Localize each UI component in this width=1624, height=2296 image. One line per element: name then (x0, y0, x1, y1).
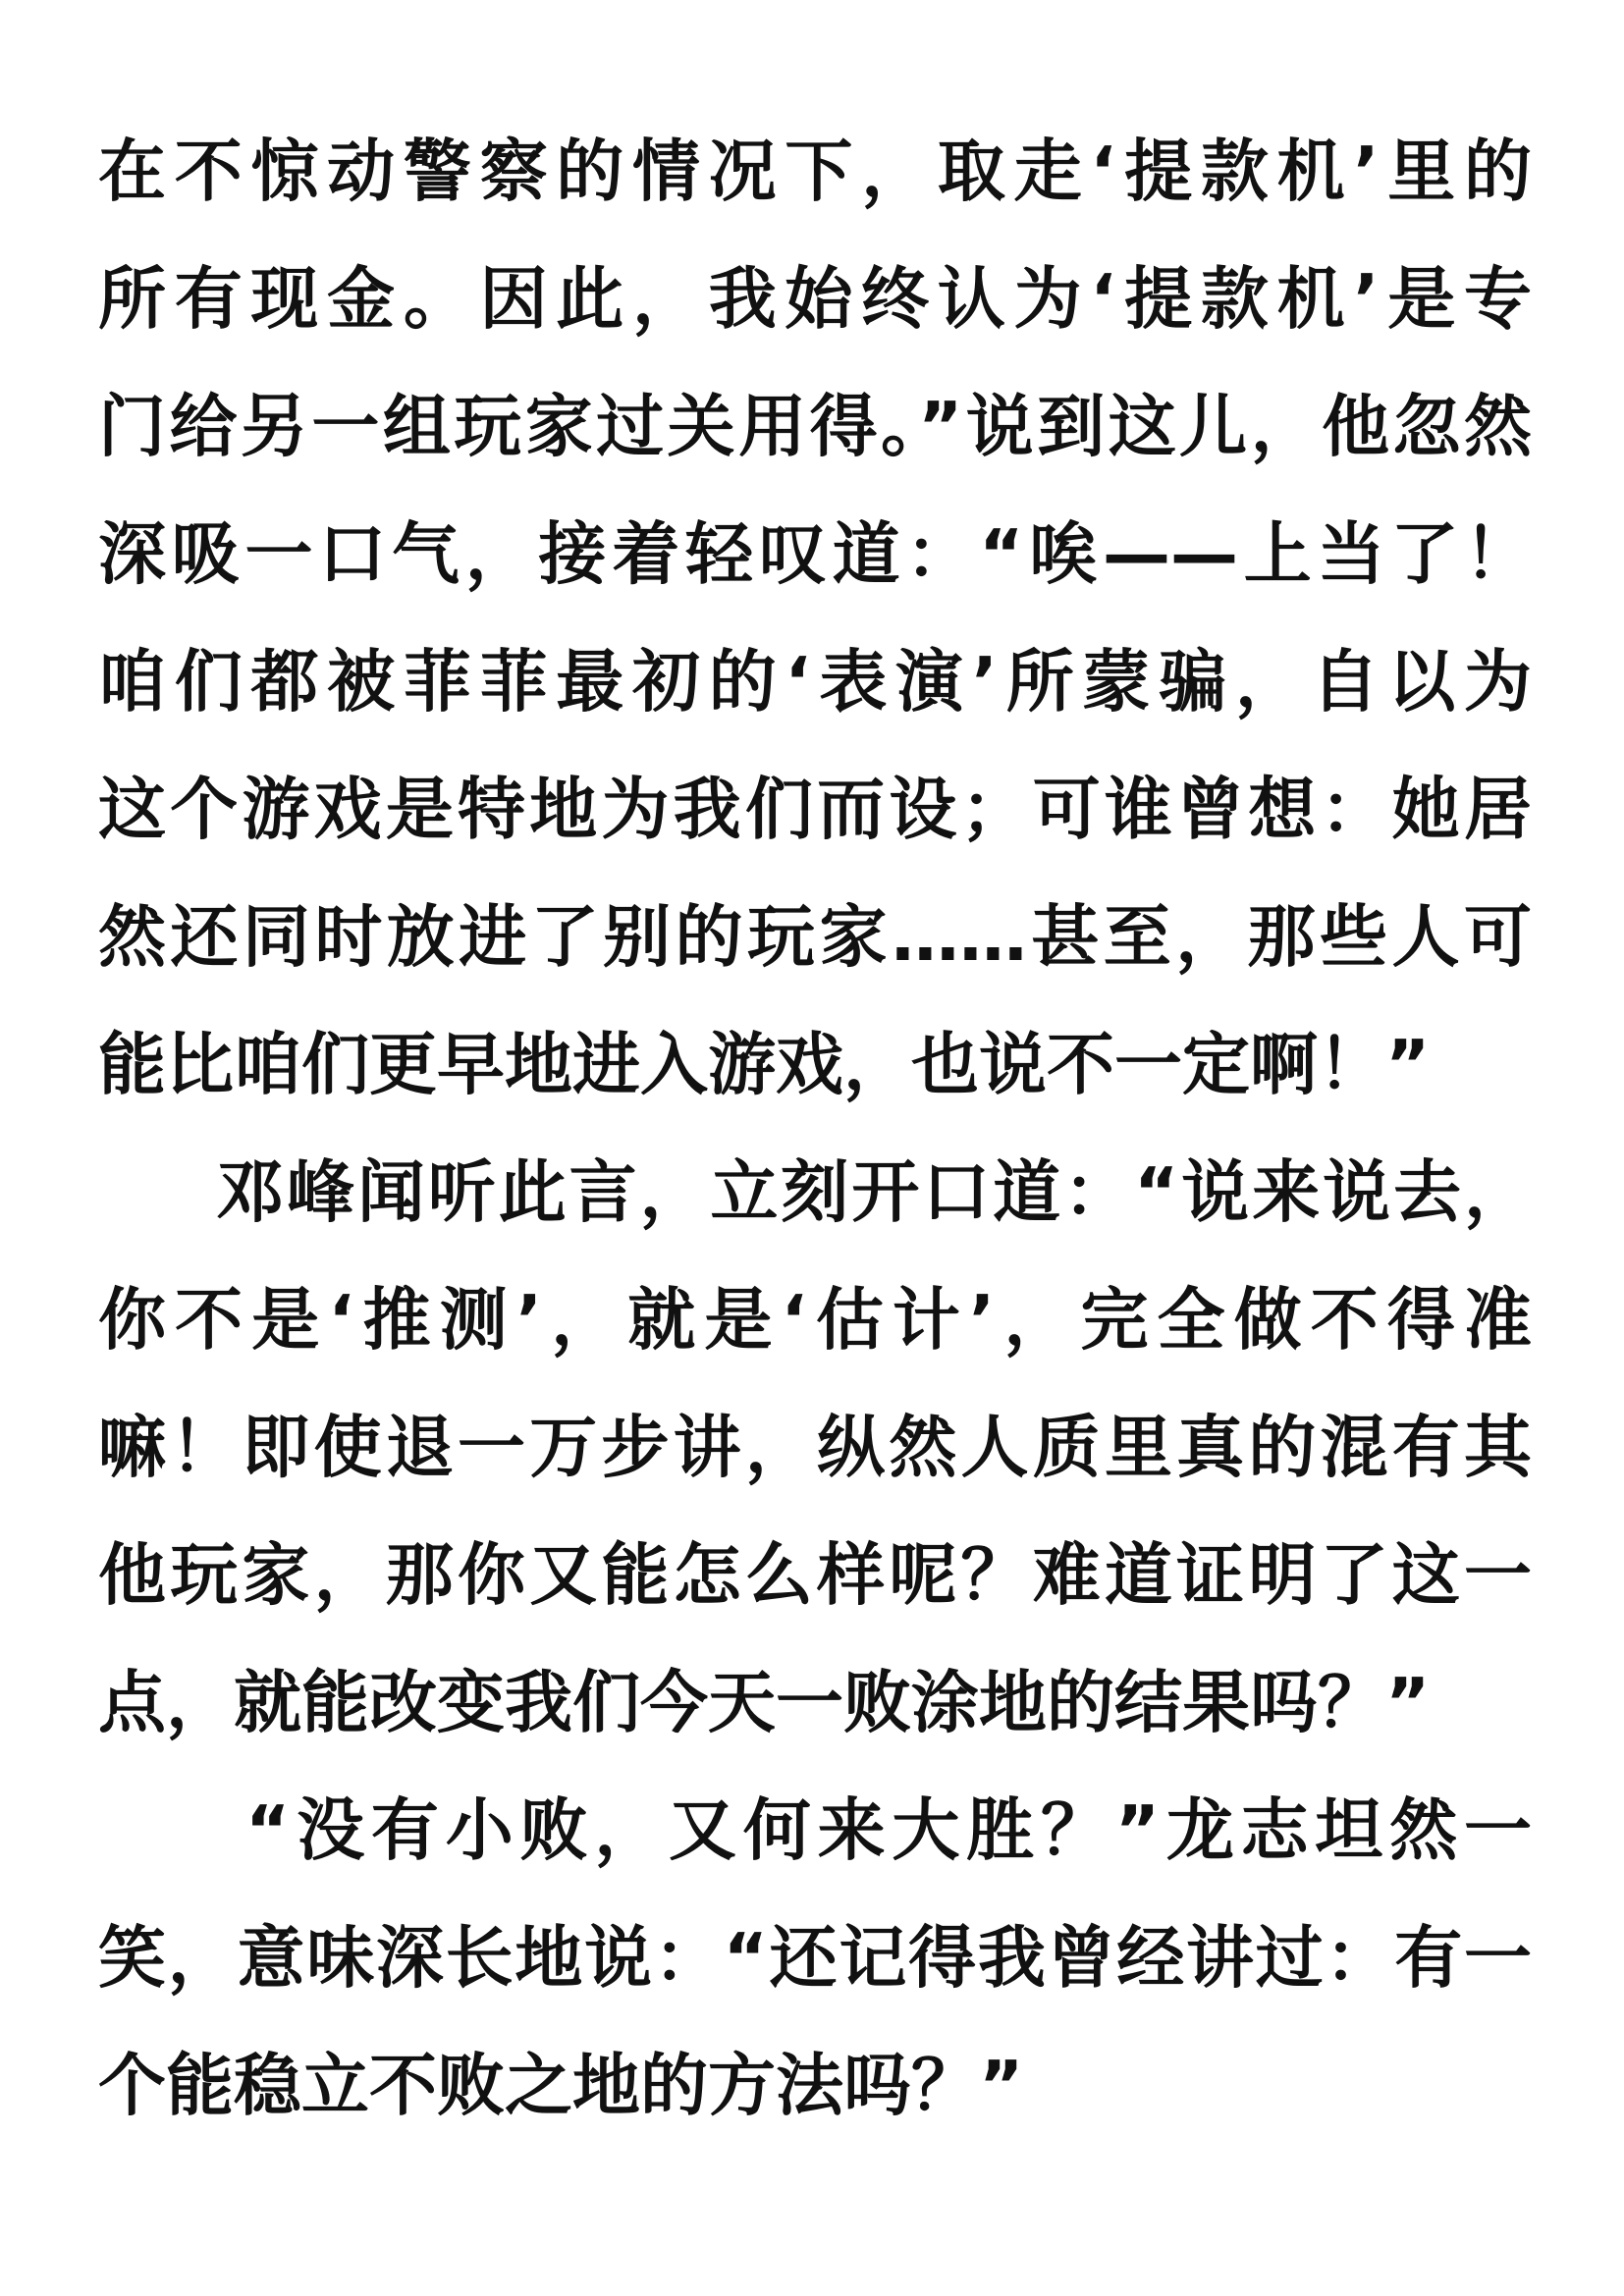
text-line: 笑，意味深长地说：“还记得我曾经讲过：有一 (98, 1919, 1532, 1998)
text-line: 能比咱们更早地进入游戏，也说不一定啊！” (98, 1026, 1431, 1104)
text-line: “没有小败，又何来大胜？”龙志坦然一 (245, 1791, 1532, 1870)
text-line: 你不是‘推测’，就是‘估计’，完全做不得准 (98, 1281, 1532, 1360)
document-text (98, 108, 1532, 2150)
text-line: 然还同时放进了别的玩家……甚至，那些人可 (98, 898, 1532, 977)
text-line: 邓峰闻听此言，立刻开口道：“说来说去， (216, 1153, 1532, 1232)
text-line: 深吸一口气，接着轻叹道：“唉——上当了！ (98, 515, 1532, 594)
text-line: 咱们都被菲菲最初的‘表演’所蒙骗，自以为 (98, 643, 1532, 721)
text-line: 嘛！即使退一万步讲，纵然人质里真的混有其 (98, 1409, 1532, 1487)
text-line: 所有现金。因此，我始终认为‘提款机’是专 (98, 260, 1532, 339)
text-line: 这个游戏是特地为我们而设；可谁曾想：她居 (98, 771, 1532, 849)
text-line: 个能稳立不败之地的方法吗？” (98, 2047, 1024, 2125)
text-line: 他玩家，那你又能怎么样呢？难道证明了这一 (98, 1536, 1532, 1615)
text-line: 在不惊动警察的情况下，取走‘提款机’里的 (98, 133, 1532, 211)
text-line: 门给另一组玩家过关用得。”说到这儿，他忽然 (98, 388, 1532, 466)
text-line: 点，就能改变我们今天一败涂地的结果吗？” (98, 1664, 1431, 1742)
